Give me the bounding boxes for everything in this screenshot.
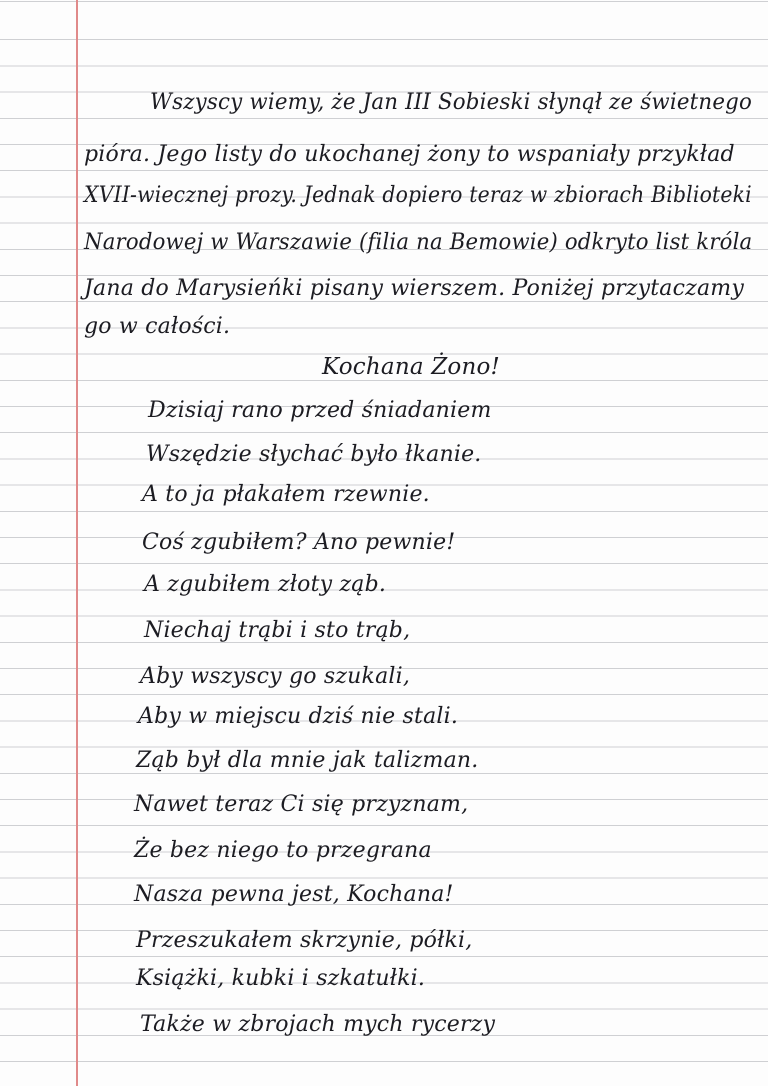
poem-line: Dzisiaj rano przed śniadaniem	[148, 398, 492, 423]
prose-line: Narodowej w Warszawie (filia na Bemowie) odkryto list króla	[84, 230, 753, 255]
poem-line: Przeszukałem skrzynie, półki,	[136, 928, 473, 953]
poem-line: Coś zgubiłem? Ano pewnie!	[142, 530, 456, 555]
prose-line: Wszyscy wiemy, że Jan III Sobieski słynął ze świetnego	[150, 90, 753, 115]
poem-line: Nasza pewna jest, Kochana!	[134, 882, 454, 907]
poem-line: Nawet teraz Ci się przyznam,	[134, 792, 469, 817]
poem-line: Niechaj trąbi i sto trąb,	[144, 618, 411, 643]
poem-line: Także w zbrojach mych rycerzy	[140, 1012, 496, 1037]
poem-line: Wszędzie słychać było łkanie.	[146, 442, 482, 467]
poem-line: Książki, kubki i szkatułki.	[136, 966, 426, 991]
prose-line: go w całości.	[84, 314, 231, 339]
poem-line: Ząb był dla mnie jak talizman.	[136, 748, 479, 773]
poem-line: A to ja płakałem rzewnie.	[142, 482, 430, 507]
margin-rule	[76, 0, 78, 1086]
poem-line: A zgubiłem złoty ząb.	[144, 572, 387, 597]
poem-line: Że bez niego to przegrana	[134, 838, 432, 863]
prose-line: pióra. Jego listy do ukochanej żony to wspaniały przykład	[84, 142, 735, 167]
poem-line: Aby w miejscu dziś nie stali.	[138, 704, 459, 729]
poem-title: Kochana Żono!	[322, 354, 500, 380]
prose-line: XVII-wiecznej prozy. Jednak dopiero teraz w zbiorach Biblioteki	[84, 183, 752, 208]
prose-line: Jana do Marysieńki pisany wierszem. Poniżej przytaczamy	[84, 276, 744, 301]
poem-line: Aby wszyscy go szukali,	[140, 664, 411, 689]
